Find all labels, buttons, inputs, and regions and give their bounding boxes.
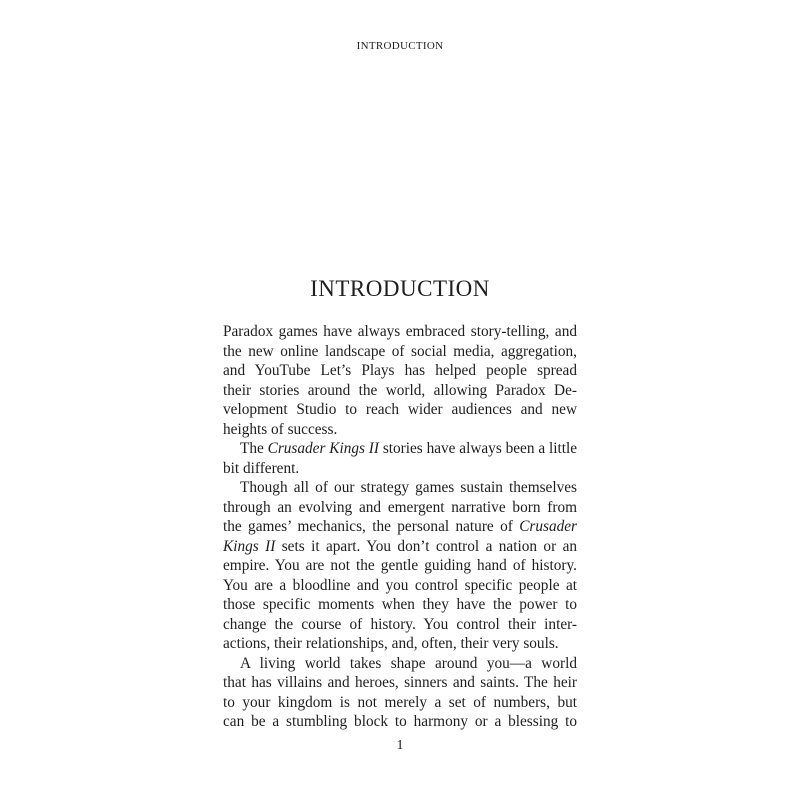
- paragraph: [223, 322, 577, 439]
- text-segment: their stories around the world, allowing Paradox De-: [223, 381, 577, 399]
- text-line: [223, 400, 577, 420]
- text-segment: through an evolving and emergent narrative born from: [223, 498, 577, 516]
- page-number: 1: [396, 738, 404, 753]
- text-line: [223, 498, 577, 518]
- text-line: [223, 439, 577, 459]
- text-line: [223, 712, 577, 732]
- text-line: [223, 342, 577, 362]
- text-segment: Paradox games have always embraced story-telling, and: [223, 323, 577, 340]
- chapter-title: INTRODUCTION: [310, 276, 490, 301]
- italic-title-text: Crusader: [519, 518, 577, 535]
- text-segment: heights of success.: [223, 420, 338, 438]
- text-line: [223, 478, 577, 498]
- text-segment: change the course of history. You control their inter-: [223, 615, 577, 633]
- text-line: [223, 361, 577, 381]
- paragraph: [223, 654, 577, 732]
- paragraph: [223, 478, 577, 654]
- text-segment: A living world takes shape around you—a world: [240, 654, 577, 672]
- text-line: [223, 615, 577, 635]
- text-line: [223, 381, 577, 401]
- running-head: INTRODUCTION: [356, 40, 444, 52]
- text-line: [223, 654, 577, 674]
- text-segment: can be a stumbling block to harmony or a blessing to: [223, 713, 577, 730]
- text-segment: to your kingdom is not merely a set of numbers, but: [223, 693, 577, 711]
- text-segment: Though all of our strategy games sustain themselves: [240, 479, 577, 496]
- body-text: [223, 322, 577, 732]
- text-segment: and YouTube Let’s Plays has helped people spread: [223, 362, 577, 379]
- text-segment: the new online landscape of social media, aggregation,: [223, 342, 577, 360]
- text-segment: the games’ mechanics, the personal nature of: [223, 518, 520, 535]
- text-line: [223, 322, 577, 342]
- text-segment: empire. You are not the gentle guiding hand of history.: [223, 557, 577, 574]
- italic-title-text: Kings II: [223, 537, 276, 555]
- text-line: [223, 556, 577, 576]
- text-segment: The: [240, 440, 268, 457]
- text-segment: velopment Studio to reach wider audiences and new: [223, 401, 577, 418]
- text-segment: bit different.: [223, 459, 300, 477]
- text-segment: stories have always been a little: [378, 440, 577, 457]
- text-segment: You are a bloodline and you control specific people at: [223, 576, 577, 594]
- text-segment: actions, their relationships, and, often, their very souls.: [223, 635, 559, 652]
- text-segment: sets it apart. You don’t control a nation or an: [275, 537, 577, 555]
- paragraph: [223, 439, 577, 478]
- text-line: [223, 537, 577, 557]
- text-line: [223, 420, 577, 440]
- text-line: [223, 595, 577, 615]
- text-segment: that has villains and heroes, sinners and saints. The heir: [223, 674, 577, 691]
- text-line: [223, 459, 577, 479]
- text-segment: those specific moments when they have the power to: [223, 596, 577, 613]
- text-line: [223, 693, 577, 713]
- text-line: [223, 576, 577, 596]
- text-line: [223, 634, 577, 654]
- text-line: [223, 673, 577, 693]
- text-line: [223, 517, 577, 537]
- italic-title-text: Crusader Kings II: [267, 440, 379, 457]
